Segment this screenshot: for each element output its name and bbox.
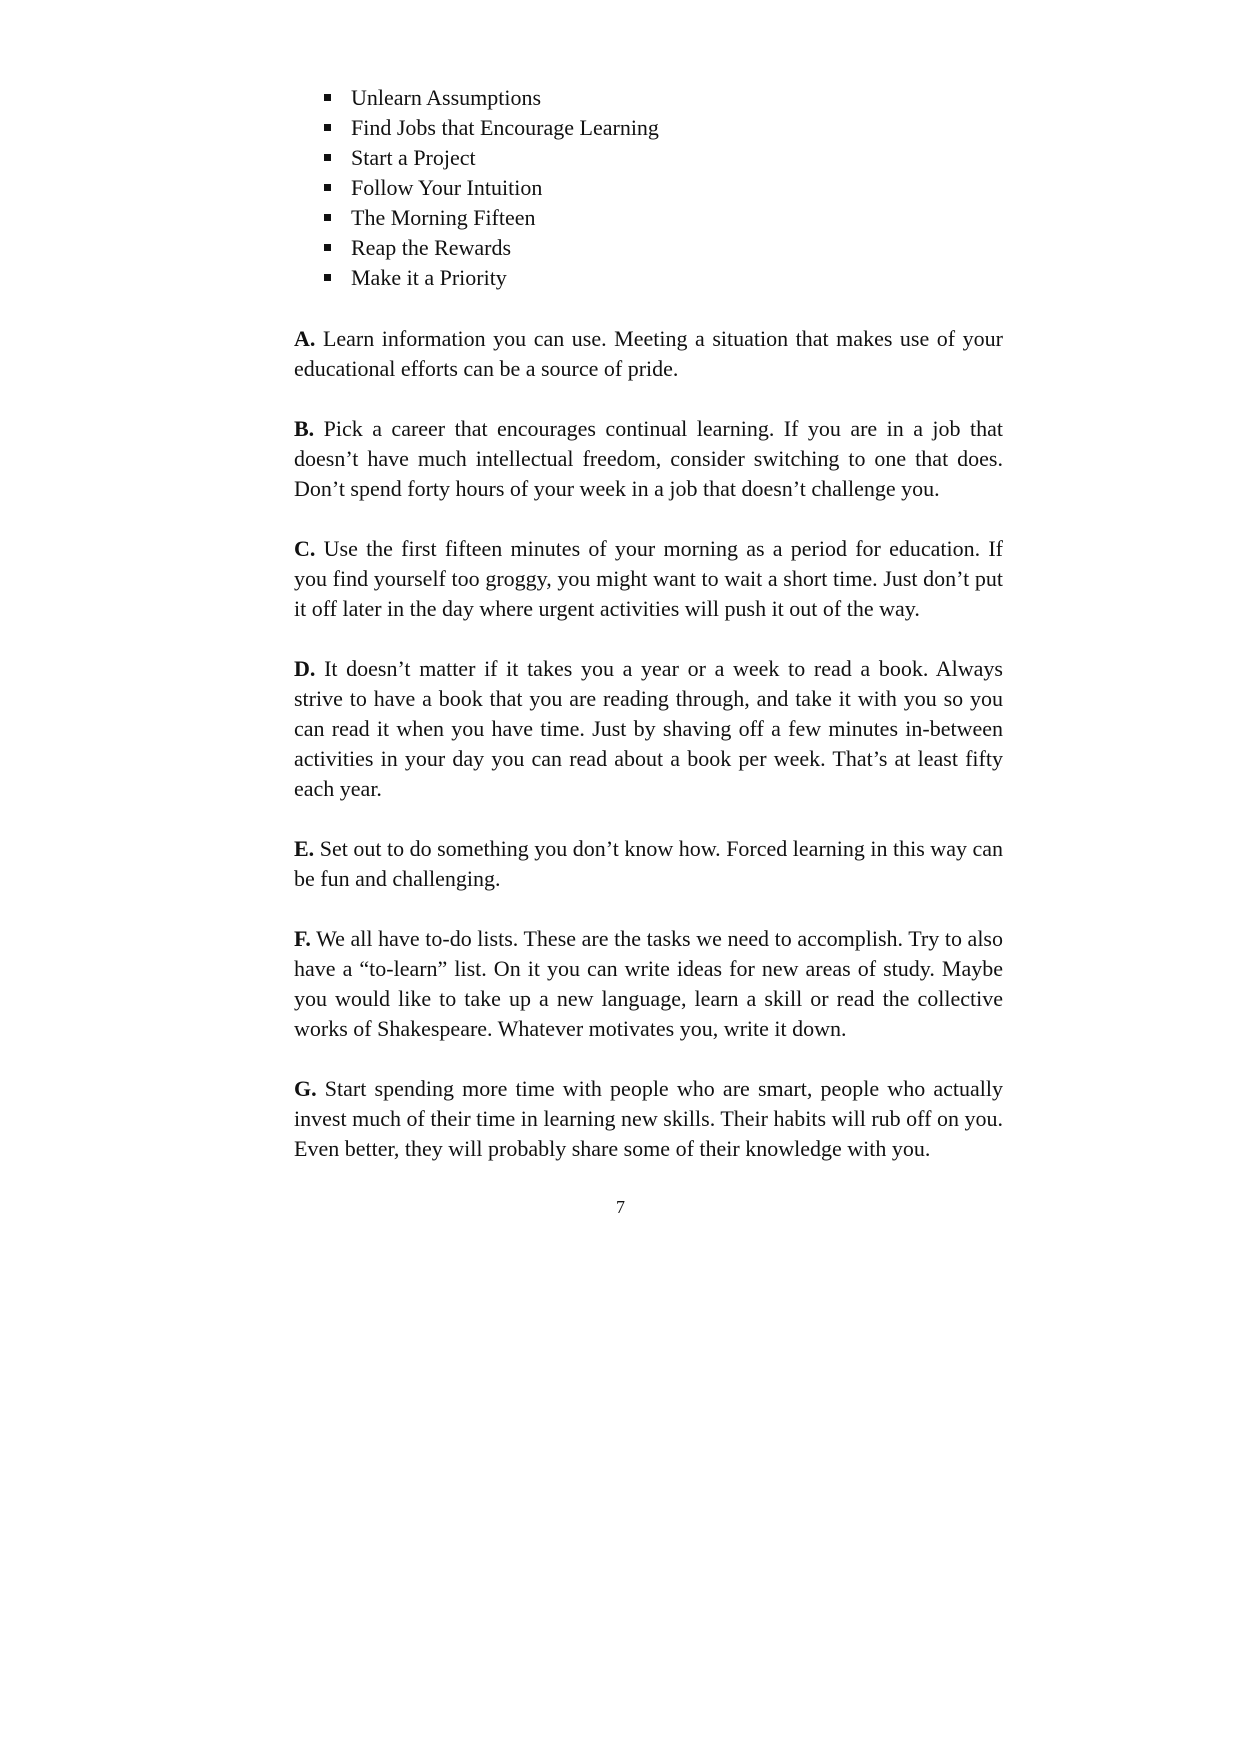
square-bullet-icon — [324, 214, 331, 221]
paragraph-text: We all have to-do lists. These are the tasks we need to accomplish. Try to also have a “to-learn” list. On it you can write ideas for new areas of study. Maybe you would like to take up a new language, learn a skill or read the collective works of Shakespeare. Whatever motivates you, write it down. — [294, 926, 1003, 1041]
bullet-item — [322, 83, 1022, 113]
bullet-text: Start a Project — [351, 145, 476, 170]
bullet-item — [322, 233, 1022, 263]
bullet-item — [322, 173, 1022, 203]
paragraph-letter: F. — [294, 926, 311, 951]
square-bullet-icon — [324, 184, 331, 191]
paragraph-letter: B. — [294, 416, 315, 441]
bullet-item — [322, 263, 1022, 293]
bullet-text: Find Jobs that Encourage Learning — [351, 115, 659, 140]
paragraph-b — [294, 414, 1003, 504]
paragraph-e — [294, 834, 1003, 894]
bullet-text: Follow Your Intuition — [351, 175, 543, 200]
paragraph-letter: A. — [294, 326, 316, 351]
square-bullet-icon — [324, 154, 331, 161]
bullet-item — [322, 113, 1022, 143]
bullet-text: Reap the Rewards — [351, 235, 512, 260]
bullet-item — [322, 143, 1022, 173]
page-number: 7 — [616, 1197, 625, 1217]
paragraph-g — [294, 1074, 1003, 1164]
square-bullet-icon — [324, 94, 331, 101]
paragraph-letter: G. — [294, 1076, 317, 1101]
paragraph-c — [294, 534, 1003, 624]
paragraph-a — [294, 324, 1003, 384]
paragraph-letter: E. — [294, 836, 315, 861]
paragraph-letter: C. — [294, 536, 316, 561]
paragraph-d — [294, 654, 1003, 804]
bullet-text: Make it a Priority — [351, 265, 507, 290]
square-bullet-icon — [324, 124, 331, 131]
square-bullet-icon — [324, 274, 331, 281]
bullet-text: Unlearn Assumptions — [351, 85, 542, 110]
bullet-list — [322, 83, 1022, 293]
bullet-item — [322, 203, 1022, 233]
paragraph-text: Use the first fifteen minutes of your morning as a period for education. If you find yourself too groggy, you might want to wait a short time. Just don’t put it off later in the day where urgent activities will push it out of the way. — [294, 536, 1004, 621]
paragraph-text: It doesn’t matter if it takes you a year or a week to read a book. Always strive to have a book that you are reading through, and take it with you so you can read it when you have time. Just by shaving off a few minutes in-between activities in your day you can read about a book per week. That’s at least fifty each year. — [294, 656, 1003, 801]
paragraph-letter: D. — [294, 656, 316, 681]
paragraph-text: Start spending more time with people who are smart, people who actually invest much of their time in learning new skills. Their habits will rub off on you. Even better, they will probably share some of their knowledge with you. — [294, 1076, 1004, 1161]
bullet-text: The Morning Fifteen — [351, 205, 536, 230]
paragraph-f — [294, 924, 1003, 1044]
paragraph-text: Pick a career that encourages continual learning. If you are in a job that doesn’t have much intellectual freedom, consider switching to one that does. Don’t spend forty hours of your week in a job that doesn’t challenge you. — [294, 416, 1003, 501]
paragraph-text: Set out to do something you don’t know how. Forced learning in this way can be fun and challenging. — [294, 836, 1004, 891]
paragraph-list — [294, 324, 1003, 1194]
paragraph-text: Learn information you can use. Meeting a situation that makes use of your educational efforts can be a source of pride. — [294, 326, 1003, 381]
square-bullet-icon — [324, 244, 331, 251]
